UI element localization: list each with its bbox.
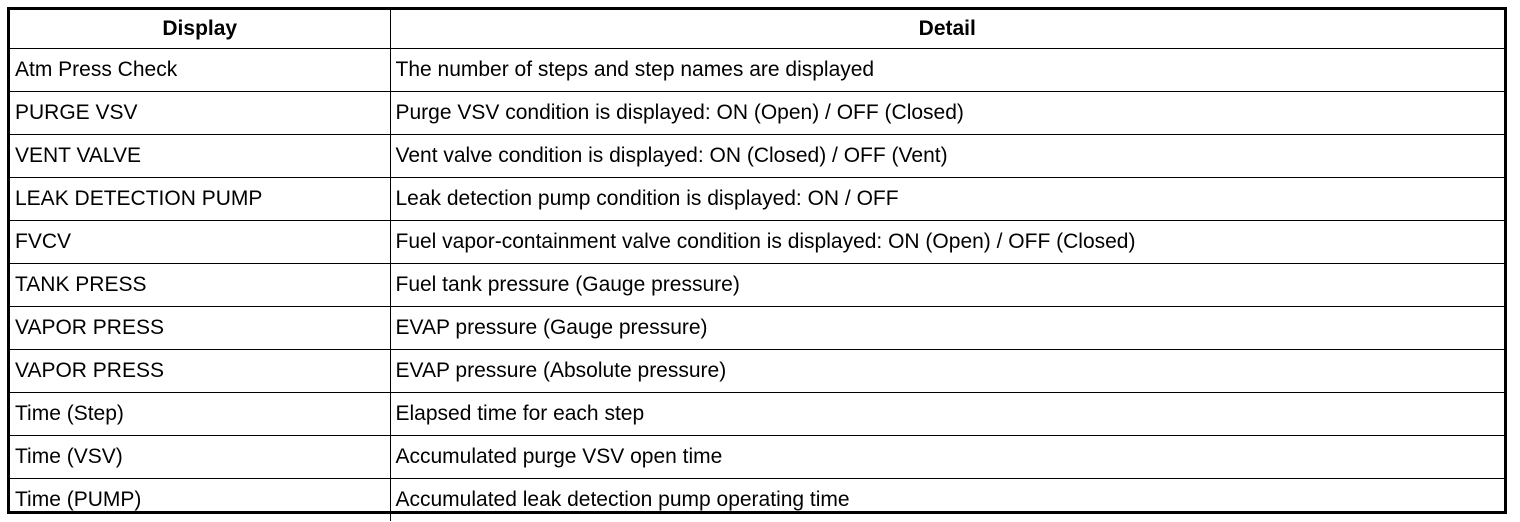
detail-cell: Purge VSV condition is displayed: ON (Open) / OFF (Closed): [390, 92, 1504, 135]
display-cell: VENT VALVE: [10, 135, 390, 178]
display-cell: VAPOR PRESS: [10, 307, 390, 350]
table-row: [10, 479, 1504, 522]
display-cell: PURGE VSV: [10, 92, 390, 135]
table-row: [10, 350, 1504, 393]
detail-cell: Elapsed time for each step: [390, 393, 1504, 436]
detail-cell: The number of steps and step names are displayed: [390, 49, 1504, 92]
data-list-table: [10, 10, 1504, 521]
table-row: [10, 178, 1504, 221]
display-cell: FVCV: [10, 221, 390, 264]
table-row: [10, 436, 1504, 479]
table-row: [10, 393, 1504, 436]
data-list-table-frame: [7, 7, 1507, 514]
table-row: [10, 135, 1504, 178]
table-row: [10, 221, 1504, 264]
display-cell: Time (Step): [10, 393, 390, 436]
display-cell: LEAK DETECTION PUMP: [10, 178, 390, 221]
detail-cell: EVAP pressure (Gauge pressure): [390, 307, 1504, 350]
display-cell: TANK PRESS: [10, 264, 390, 307]
detail-cell: Accumulated purge VSV open time: [390, 436, 1504, 479]
table-row: [10, 264, 1504, 307]
display-cell: Time (VSV): [10, 436, 390, 479]
table-row: [10, 92, 1504, 135]
detail-cell: Fuel vapor-containment valve condition is displayed: ON (Open) / OFF (Closed): [390, 221, 1504, 264]
header-display: Display: [10, 10, 390, 49]
detail-cell: Accumulated leak detection pump operating time: [390, 479, 1504, 522]
detail-cell: Vent valve condition is displayed: ON (Closed) / OFF (Vent): [390, 135, 1504, 178]
header-detail: Detail: [390, 10, 1504, 49]
detail-cell: EVAP pressure (Absolute pressure): [390, 350, 1504, 393]
table-row: [10, 49, 1504, 92]
table-row: [10, 307, 1504, 350]
display-cell: Atm Press Check: [10, 49, 390, 92]
header-row: [10, 10, 1504, 49]
detail-cell: Leak detection pump condition is displayed: ON / OFF: [390, 178, 1504, 221]
display-cell: VAPOR PRESS: [10, 350, 390, 393]
display-cell: Time (PUMP): [10, 479, 390, 522]
detail-cell: Fuel tank pressure (Gauge pressure): [390, 264, 1504, 307]
